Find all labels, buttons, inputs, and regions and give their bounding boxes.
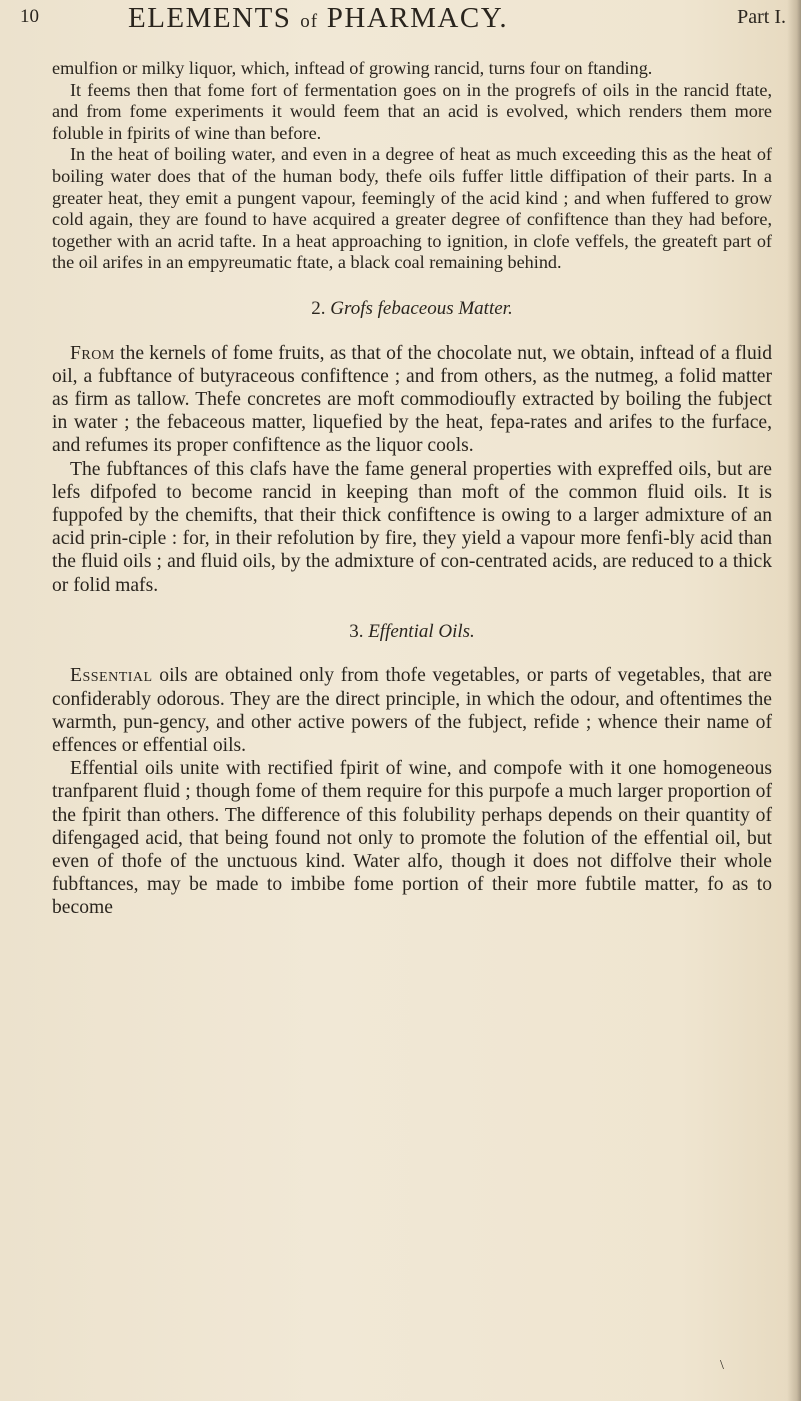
paragraph xyxy=(52,664,772,757)
paragraph: Effential oils unite with rectified fpirit of wine, and compofe with it one homogeneous tranfparent fluid ; though fome of them require for this purpofe a much larger proportion of the fpirit than others. The difference of this folubility perhaps depends on their quantity of difengaged acid, that being found not only to promote the folution of the effential oil, but even of thofe of the unctuous kind. Water alfo, though it does not diffolve their whole fubftances, may be made to imbibe fome portion of their more fubtile matter, fo as to become xyxy=(52,758,772,919)
section-heading-2 xyxy=(52,298,772,320)
paragraph: The fubftances of this clafs have the fame general properties with expreffed oils, but are lefs difpofed to become rancid in keeping than moft of the common fluid oils. It is fuppofed by the chemifts, that their thick confiftence is owing to a larger admixture of an acid prin-ciple : for, in their refolution by fire, they yield a vapour more fenfi-bly acid than the fluid oils ; and fluid oils, by the admixture of con-centrated acids, are reduced to a thick or folid mafs. xyxy=(52,458,772,596)
running-header xyxy=(20,0,790,60)
running-title-main: ELEMENTS xyxy=(128,2,292,34)
section-number: 3. xyxy=(349,620,364,642)
part-label: Part I. xyxy=(737,6,786,28)
section-title: Effential Oils. xyxy=(368,620,475,642)
running-title-end: PHARMACY. xyxy=(326,2,509,34)
paragraph: In the heat of boiling water, and even in a degree of heat as much exceeding this as the heat of boiling water does that of the human body, thefe oils fuffer little diffipation of their parts. In a greater heat, they emit a pungent vapour, feemingly of the acid kind ; and when fuffered to grow cold again, they are found to have acquired a greater degree of confiftence than they had before, together with an acrid tafte. In a heat approaching to ignition, in clofe veffels, the greateft part of the oil arifes in an empyreumatic ftate, a black coal remaining behind. xyxy=(52,144,772,273)
paragraph-continued: emulfion or milky liquor, which, inftead of growing rancid, turns four on ftanding. xyxy=(52,58,653,78)
catchword-mark: \ xyxy=(720,1358,724,1373)
paragraph-text: the kernels of fome fruits, as that of the chocolate nut, we obtain, inftead of a fluid oil, a fubftance of butyraceous confiftence ; and from others, as the nutmeg, a folid matter as firm as tallow. Thefe concretes are moft commodioufly extracted by boiling the fubject in water ; the febaceous matter, liquefied by the heat, fepa-rates and arifes to the furface, and refumes its proper confiftence as the liquor cools. xyxy=(52,342,772,457)
page-number: 10 xyxy=(20,6,39,27)
drop-word: Essential xyxy=(70,665,153,687)
page-edge-shadow xyxy=(787,0,801,1401)
running-title-of: of xyxy=(300,11,319,32)
section-title: Grofs febaceous Matter. xyxy=(330,297,513,319)
paragraph-text: oils are obtained only from thofe vegetables, or parts of vegetables, that are confiderably odorous. They are the direct principle, in which the odour, and oftentimes the warmth, pun-gency, and other active powers of the fubject, refide ; whence their name of effences or effential oils. xyxy=(52,665,772,756)
running-title xyxy=(128,2,508,35)
body-text xyxy=(52,58,772,920)
section-number: 2. xyxy=(311,297,326,319)
paragraph: It feems then that fome fort of fermentation goes on in the progrefs of oils in the rancid ftate, and from fome experiments it would feem that an acid is evolved, which renders them more foluble in fpirits of wine than before. xyxy=(52,79,772,143)
section-heading-3 xyxy=(52,621,772,643)
drop-word: From xyxy=(70,342,115,364)
paragraph xyxy=(52,342,772,458)
